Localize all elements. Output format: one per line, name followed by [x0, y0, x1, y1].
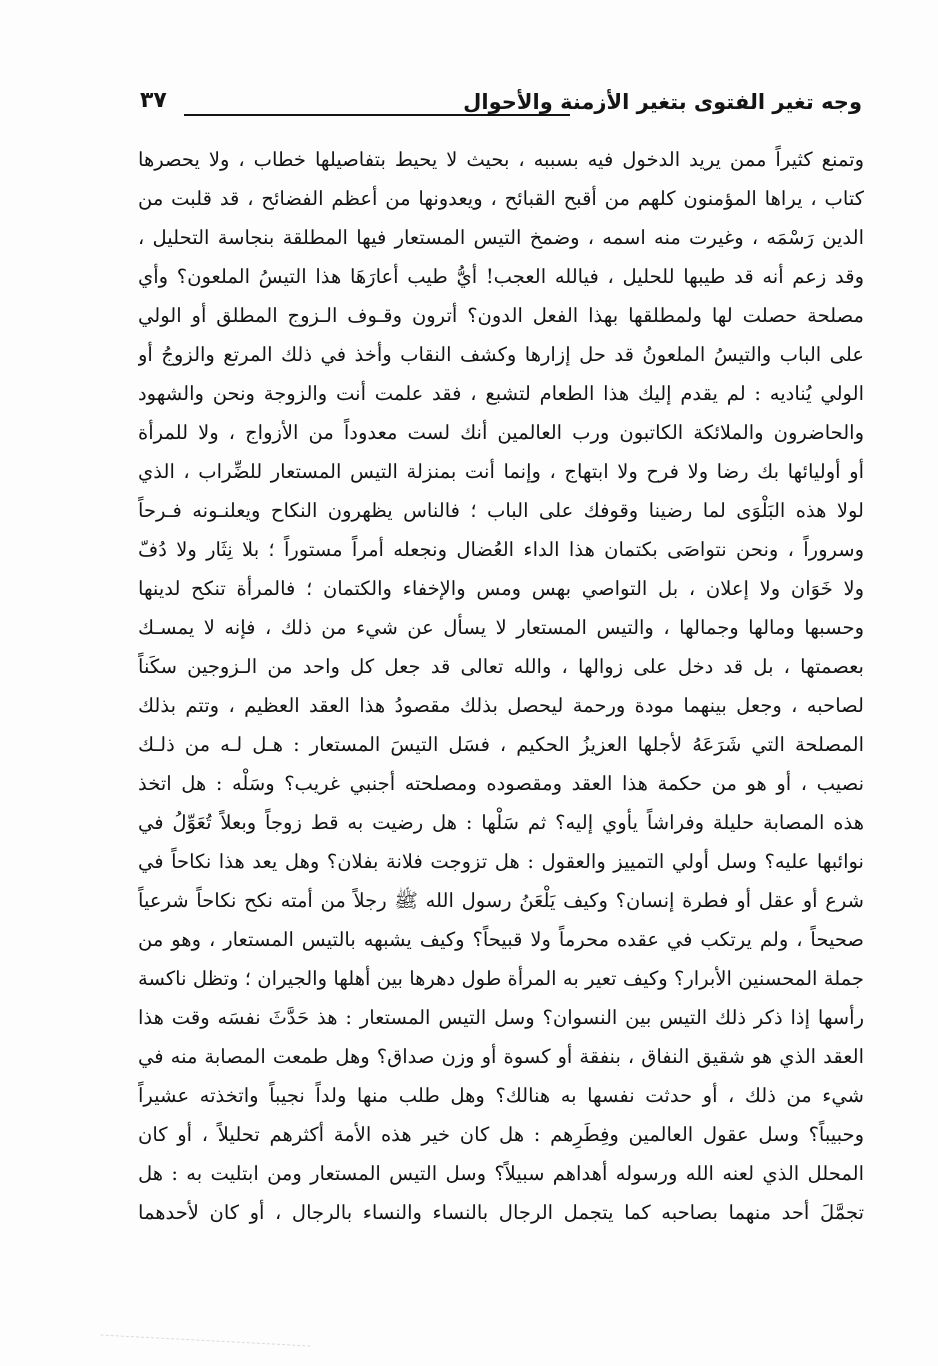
text-line: وتمنع كثيراً ممن يريد الدخول فيه بسببه ، بحيث لا يحيط بتفاصيلها خطاب ، ولا يحصرها [138, 148, 864, 171]
page-number: ٣٧ [140, 88, 167, 113]
text-line: المحلل الذي لعنه الله ورسوله أهداهم سبيلاً؟ وسل التيس المستعار ومن ابتليت به : هل [138, 1162, 864, 1185]
text-line: وسروراً ، ونحن نتواصَى بكتمان هذا الداء العُضال ونجعله أمراً مستوراً ؛ بلا نِثَار ولا دُفّ [138, 538, 864, 561]
scan-artifact [100, 1335, 311, 1365]
text-line: العقد الذي هو شقيق النفاق ، بنفقة أو كسوة أو وزن صداق؟ وهل طمعت المصابة منه في [138, 1045, 864, 1068]
text-line: لصاحبه ، وجعل بينهما مودة ورحمة ليحصل بذلك مقصودُ هذا العقد العظيم ، وتتم بذلك [138, 694, 864, 717]
text-line: صحيحاً ، ولم يرتكب في عقده محرماً ولا قبيحاً؟ وكيف يشبهه بالتيس المستعار ، وهو من [138, 928, 864, 951]
text-line: لولا هذه البَلْوَى لما رضينا وقوفك على الباب ؛ فالناس يظهرون النكاح ويعلنـونه فـرحاً [138, 499, 864, 522]
text-line: كتاب ، يراها المؤمنون كلهم من أقبح القبائح ، ويعدونها من أعظم الفضائح ، قد قلبت من [138, 187, 864, 210]
text-line: هذه المصابة حليلة وفراشاً يأوي إليه؟ ثم سَلْها : هل رضيت به قط زوجاً وبعلاً تُعَوِّلُ في [138, 811, 864, 834]
text-line: تجمَّلَ أحد منهما بصاحبه كما يتجمل الرجال بالنساء والنساء بالرجال ، أو كان لأحدهما [138, 1201, 864, 1224]
text-line: شيء من ذلك ، أو حدثت نفسها به هنالك؟ وهل طلب منها ولداً نجيباً واتخذته عشيراً [138, 1084, 864, 1107]
running-title: وجه تغير الفتوى بتغير الأزمنة والأحوال [463, 90, 862, 114]
text-line: والحاضرون والملائكة الكاتبون ورب العالمين أنك لست معدوداً من الأزواج ، ولا للمرأة [138, 421, 864, 444]
text-line: شرع أو عقل أو فطرة إنسان؟ وكيف يَلْعَنُ رسول الله ﷺ رجلاً من أمته نكح نكاحاً شرعياً [138, 889, 864, 912]
header-rule [184, 114, 570, 116]
text-line: وحبيباً؟ وسل عقول العالمين وفِطَرِهم : هل كان خير هذه الأمة أكثرهم تحليلاً ، أو كان [138, 1123, 864, 1146]
text-line: بعصمتها ، بل قد دخل على زوالها ، والله تعالى قد جعل كل واحد من الـزوجين سكَناً [138, 655, 864, 678]
body-text [138, 140, 864, 1232]
text-line: وقد زعم أنه قد طيبها للحليل ، فيالله العجب! أيُّ طيب أعارَهَا هذا التيسُ الملعون؟ وأي [138, 265, 864, 288]
page-header [140, 88, 862, 128]
text-line: أو أوليائها بك رضا ولا فرح ولا ابتهاج ، وإنما أنت بمنزلة التيس المستعار للضِّراب ، الذي [138, 460, 864, 483]
text-line: الدين رَسْمَه ، وغيرت منه اسمه ، وضمخ التيس المستعار فيها المطلقة بنجاسة التحليل ، [138, 226, 864, 249]
text-line: نصيب ، أو هو من حكمة هذا العقد ومقصوده ومصلحته أجنبي غريب؟ وسَلْه : هل اتخذ [138, 772, 864, 795]
text-line: نوائبها عليه؟ وسل أولي التمييز والعقول : هل تزوجت فلانة بفلان؟ وهل يعد هذا نكاحاً في [138, 850, 864, 873]
text-line: مصلحة حصلت لها ولمطلقها بهذا الفعل الدون؟ أترون وقـوف الـزوج المطلق أو الولي [138, 304, 864, 327]
text-line: على الباب والتيسُ الملعونُ قد حل إزارها وكشف النقاب وأخذ في ذلك المرتع والزوجُ أو [138, 343, 864, 366]
text-line: وحسبها ومالها وجمالها ، والتيس المستعار لا يسأل عن شيء من ذلك ، فإنه لا يمسـك [138, 616, 864, 639]
text-line: رأسها إذا ذكر ذلك التيس بين النسوان؟ وسل التيس المستعار : هذ حَدَّثَ نفسَه وقت هذا [138, 1006, 864, 1029]
text-line: المصلحة التي شَرَعَهُ لأجلها العزيزُ الحكيم ، فسَل التيسَ المستعار : هـل لـه من ذلـك [138, 733, 864, 756]
text-line: ولا خَوَان ولا إعلان ، بل التواصي بهس ومس والإخفاء والكتمان ؛ فالمرأة تنكح لدينها [138, 577, 864, 600]
text-line: جملة المحسنين الأبرار؟ وكيف تعير به المرأة طول دهرها بين أهلها والجيران ؛ وتظل ناكسة [138, 967, 864, 990]
text-line: الولي يُناديه : لم يقدم إليك هذا الطعام لتشبع ، فقد علمت أنت والزوجة ونحن والشهود [138, 382, 864, 405]
